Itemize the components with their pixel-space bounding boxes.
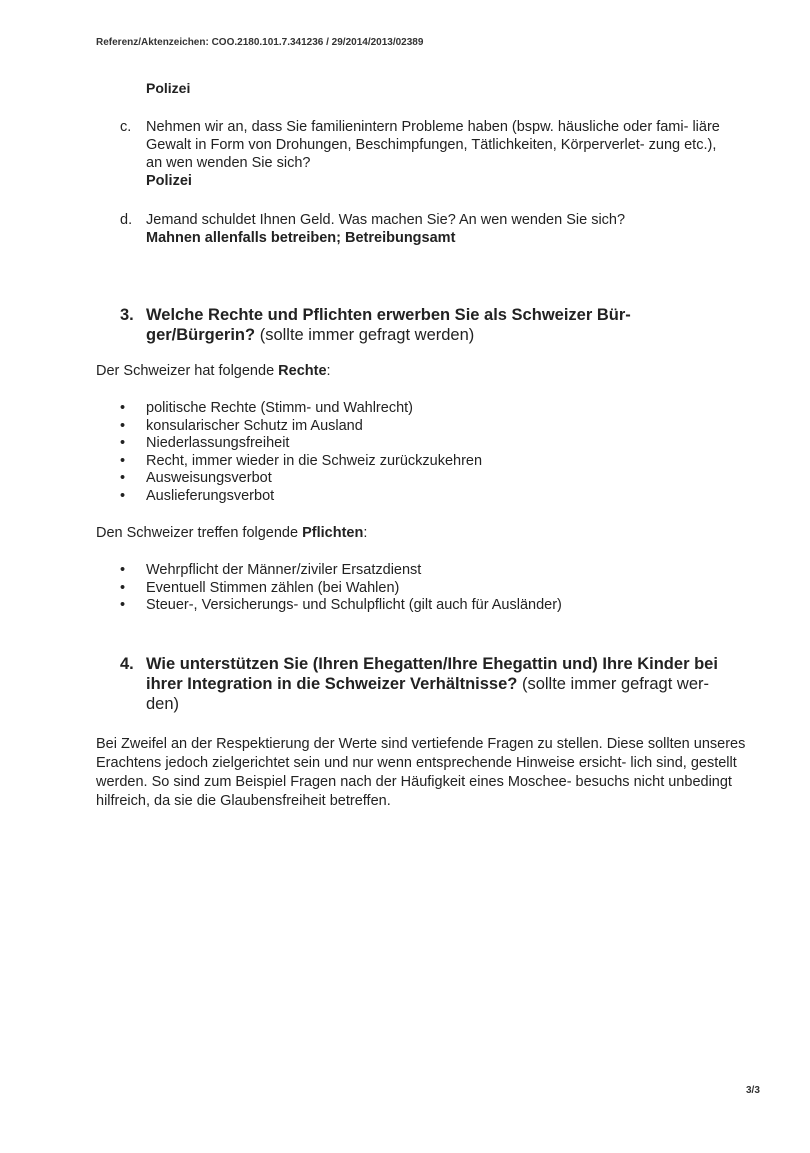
rights-colon: : (326, 363, 331, 379)
section-4-heading (120, 654, 740, 714)
section-3-note: (sollte immer gefragt werden) (255, 326, 475, 344)
bullet-icon: • (120, 597, 126, 614)
bullet-icon: • (120, 452, 126, 469)
duties-intro (96, 524, 367, 542)
list-item: • politische Rechte (Stimm- und Wahlrecht) (120, 400, 413, 416)
duties-intro-text: Den Schweizer treffen folgende (96, 525, 303, 541)
list-item: • Ausweisungsverbot (120, 470, 272, 487)
list-item: • Recht, immer wieder in die Schweiz zurückzukehren (120, 452, 483, 469)
duties-keyword: Pflichten (302, 525, 364, 541)
section-3-number: 3. (120, 306, 134, 324)
bullet-icon: • (120, 562, 126, 578)
question-d (120, 211, 730, 247)
bullet-icon: • (120, 400, 126, 416)
question-c-answer: Polizei (146, 173, 192, 189)
duties-list (118, 562, 562, 615)
bullet-icon: • (120, 487, 126, 504)
reference-number: Referenz/Aktenzeichen: COO.2180.101.7.341236 / 29/2014/2013/02389 (96, 37, 424, 48)
question-c (120, 118, 730, 190)
section-4-note: (sollte immer gefragt wer- den) (146, 675, 709, 713)
list-item: • Steuer-, Versicherungs- und Schulpflicht (gilt auch für Ausländer) (120, 597, 562, 614)
rights-intro-text: Der Schweizer hat folgende (96, 363, 279, 379)
answer-b: Polizei (146, 80, 191, 96)
section-4-title: Wie unterstützen Sie (Ihren Ehegatten/Ihre Ehegattin und) Ihre Kinder bei ihrer Integration in die Schweizer Verhältnisse? (146, 655, 718, 693)
question-d-text: Jemand schuldet Ihnen Geld. Was machen Sie? An wen wenden Sie sich? (146, 212, 626, 228)
duties-colon: : (363, 525, 368, 541)
section-4-paragraph: Bei Zweifel an der Respektierung der Werte sind vertiefende Fragen zu stellen. Diese sollten unseres Erachtens jedoch zielgerichtet sein und nur wenn entsprechende Hinweise ersicht- lich sind, gestellt werden. So sind zum Beispiel Fragen nach der Häufigkeit eines Moschee- besuchs nicht unbedingt hilfreich, da sie die Glaubensfreiheit betreffen. (96, 736, 746, 809)
bullet-icon: • (120, 579, 126, 596)
list-item: • Auslieferungsverbot (120, 487, 275, 504)
question-d-answer: Mahnen allenfalls betreiben; Betreibungsamt (146, 230, 456, 246)
rights-intro (96, 362, 331, 380)
section-3-heading (120, 305, 740, 345)
list-item: • Niederlassungsfreiheit (120, 435, 290, 452)
list-item: • konsularischer Schutz im Ausland (120, 417, 363, 434)
question-c-text: Nehmen wir an, dass Sie familienintern Probleme haben (bspw. häusliche oder fami- liäre Gewalt in Form von Drohungen, Beschimpfungen, Tätlichkeiten, Körperverlet- zung etc.), an wen wenden Sie sich? (146, 119, 720, 171)
question-d-letter: d. (120, 212, 133, 228)
section-3-title: Welche Rechte und Pflichten erwerben Sie als Schweizer Bür- ger/Bürgerin? (146, 306, 631, 344)
list-item: • Eventuell Stimmen zählen (bei Wahlen) (120, 579, 400, 596)
bullet-icon: • (120, 435, 126, 452)
page-number: 3/3 (746, 1085, 760, 1096)
bullet-icon: • (120, 417, 126, 434)
rights-list (118, 400, 482, 506)
bullet-icon: • (120, 470, 126, 487)
rights-keyword: Rechte (278, 363, 327, 379)
section-4-number: 4. (120, 655, 134, 673)
list-item: • Wehrpflicht der Männer/ziviler Ersatzdienst (120, 562, 422, 578)
question-c-letter: c. (120, 119, 132, 135)
